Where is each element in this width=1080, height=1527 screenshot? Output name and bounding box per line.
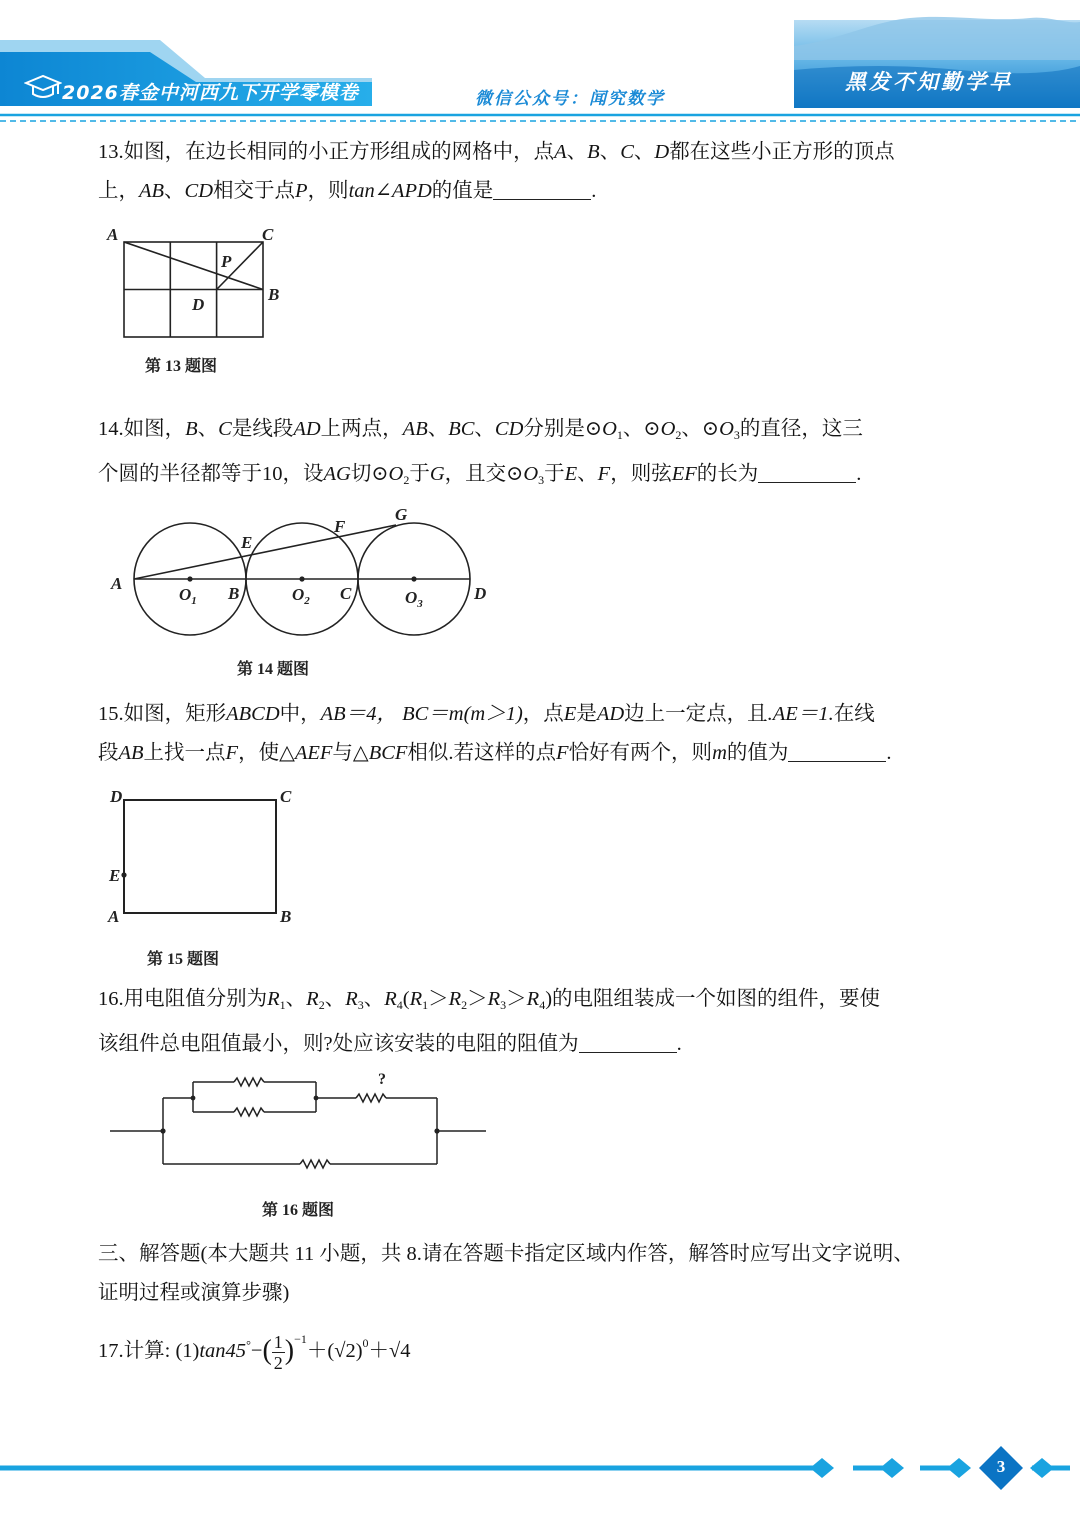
fig15-label-A: A: [108, 907, 120, 926]
fig14-label-G: G: [395, 505, 408, 524]
fig14-label-C: C: [340, 584, 352, 603]
motto: 黑发不知勤学早: [845, 70, 1013, 94]
answer-blank: [493, 177, 591, 200]
fig15-label-C: C: [280, 787, 292, 806]
header-banner-graphic: [0, 0, 1080, 130]
section-3-heading: 三、解答题(本大题共 11 小题，共 8.请在答题卡指定区域内作答，解答时应写出文字说明、 证明过程或演算步骤): [98, 1243, 914, 1304]
question-17: 17.计算: (1)tan45°−( $\frac{1}{2}$ )$^{-1}+(√2)^0+√4$: [98, 1331, 411, 1373]
fig15-label-B: B: [280, 907, 292, 926]
answer-blank: [758, 460, 856, 483]
fig16-question-mark: ?: [378, 1071, 386, 1088]
answer-blank: [579, 1030, 677, 1053]
figure-13-caption: 第 13 题图: [145, 358, 218, 375]
fig14-label-F: F: [334, 517, 346, 536]
figure-14-caption: 第 14 题图: [237, 661, 310, 678]
graduation-cap-icon: [24, 74, 62, 102]
question-16: 16.用电阻值分别为$R_1$、$R_2$、$R_3$、$R_4(R_1>R_2>R_3>R_4)$的电阻组装成一个如图的组件，要使 该组件总电阻值最小，则?处应该安装的电阻的阻值为 .: [98, 988, 881, 1055]
question-13: 13.如图，在边长相同的小正方形组成的网格中，点A、B、C、D都在这些小正方形的顶点 上，AB、CD相交于点P，则tan∠APD的值是 .: [98, 141, 895, 202]
answer-blank: [788, 739, 886, 762]
figure-16-circuit: [100, 1062, 500, 1174]
fig13-label-P: P: [221, 252, 232, 271]
figure-15-caption: 第 15 题图: [147, 951, 220, 968]
footer-decoration: [0, 1440, 1080, 1500]
fig13-label-C: C: [262, 225, 274, 244]
fig14-label-O1: $O_1$: [179, 585, 197, 607]
fig14-label-E: E: [241, 533, 253, 552]
exam-title: 2026春金中河西九下开学零模卷: [62, 82, 359, 104]
fig14-label-A: A: [111, 574, 123, 593]
fig15-label-E: E: [109, 866, 121, 885]
fig13-label-D: D: [192, 295, 205, 314]
figure-14-circles: [100, 500, 500, 645]
fig14-label-B: B: [228, 584, 240, 603]
fig13-label-A: A: [107, 225, 119, 244]
fig14-label-O2: $O_2$: [292, 585, 310, 607]
fig15-label-D: D: [110, 787, 123, 806]
figure-15-rectangle: [100, 784, 300, 934]
fig14-label-D: D: [474, 584, 487, 603]
page-number: 3: [996, 1457, 1006, 1476]
figure-16-caption: 第 16 题图: [262, 1202, 335, 1219]
figure-13-grid: [100, 220, 300, 348]
wechat-account: 微信公众号：闻究数学: [475, 89, 665, 109]
question-15: 15.如图，矩形ABCD中，AB＝4， BC＝m(m＞1)，点E是AD边上一定点，且.AE＝1.在线 段AB上找一点F，使△AEF与△BCF相似.若这样的点F恰好有两个，则m的值为 .: [98, 703, 892, 764]
fig14-label-O3: $O_3$: [405, 588, 423, 610]
question-14: 14.如图，B、C是线段AD上两点，AB、BC、CD分别是$⊙O_1$、$⊙O_2$、$⊙O_3$的直径，这三 个圆的半径都等于10，设AG切$⊙O_2$于G，且交$⊙O_3$于E、F，则弦EF的长为 .: [98, 418, 863, 487]
fig13-label-B: B: [268, 285, 280, 304]
